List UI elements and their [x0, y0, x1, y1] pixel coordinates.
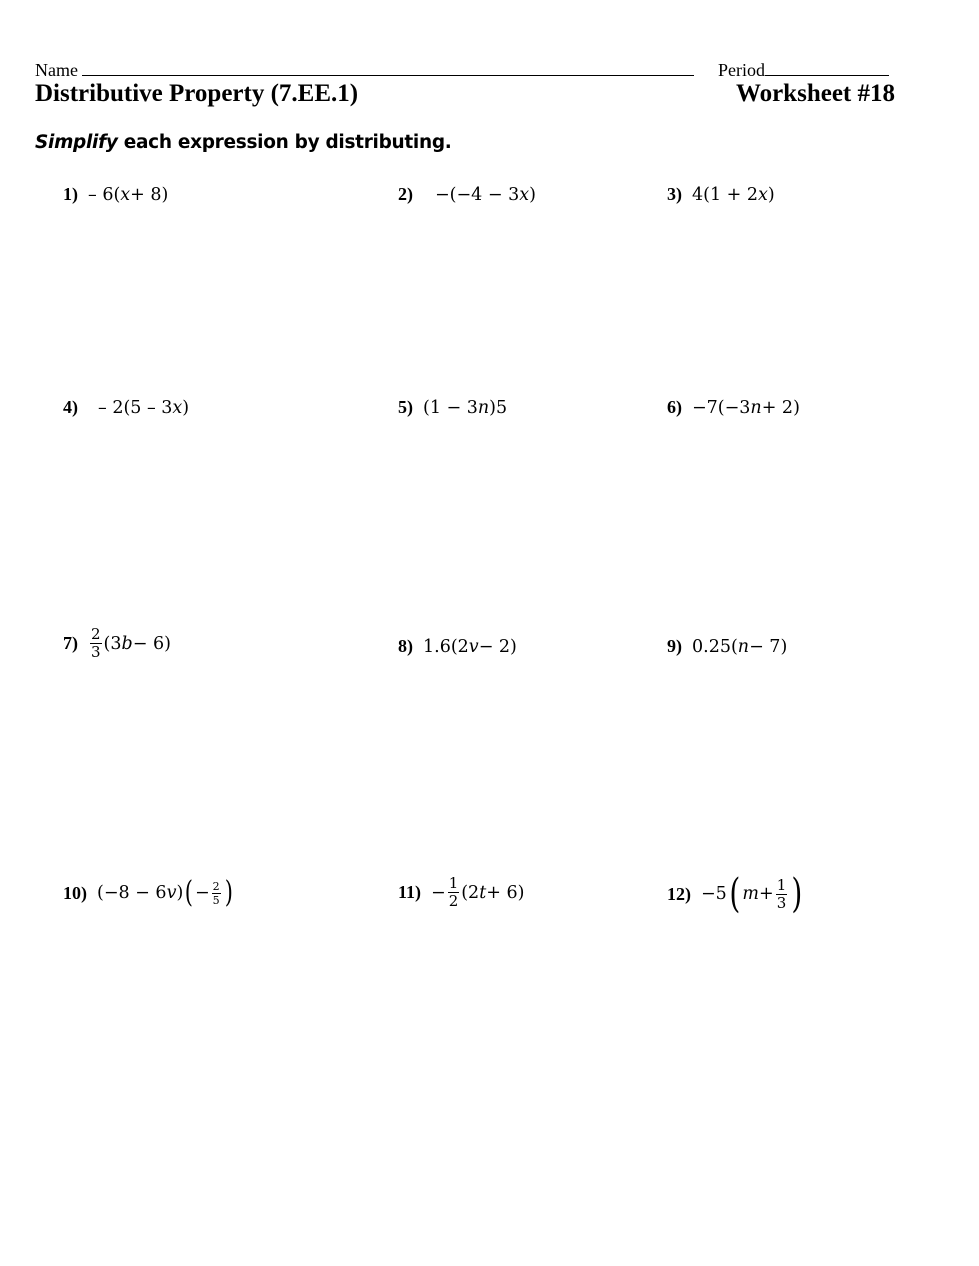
problem-expression: $\frac{2}{3}$ (3 b − 6) [91, 625, 171, 661]
problem-12 [667, 871, 805, 917]
fraction: $\frac{2}{5}$ [212, 879, 220, 907]
problem-number: 5) [398, 397, 413, 417]
fraction: $\frac{1}{3}$ [776, 875, 787, 912]
instructions-text: each expression by distributing. [123, 132, 452, 153]
problem-expression: − $\frac{1}{2}$ (2 t + 6) [431, 874, 525, 910]
problem-number: 9) [667, 636, 682, 656]
fraction: $\frac{1}{2}$ [448, 874, 459, 910]
problem-number: 7) [63, 633, 78, 653]
period-label: Period [718, 60, 765, 80]
problem-expression: (1 − 3 n )5 [423, 397, 508, 418]
problem-6 [667, 397, 800, 418]
instructions [35, 132, 452, 153]
problem-10 [63, 875, 234, 910]
problem-number: 4) [63, 397, 78, 417]
problem-8 [398, 636, 517, 657]
problem-expression: −7(−3 n + 2) [692, 397, 800, 418]
page-title: Distributive Property (7.EE.1) [35, 80, 359, 107]
name-field[interactable] [35, 58, 694, 81]
problem-4 [63, 397, 189, 418]
problem-9 [667, 636, 787, 657]
problem-number: 3) [667, 184, 682, 204]
problem-expression: −(−4 − 3 x ) [435, 184, 536, 205]
problem-3 [667, 184, 775, 205]
fraction: $\frac{2}{3}$ [91, 625, 101, 661]
problem-expression: 0.25( n − 7) [692, 636, 788, 657]
problem-number: 1) [63, 184, 78, 204]
problem-1 [63, 184, 168, 205]
problem-number: 11) [398, 882, 422, 902]
problem-expression: 4(1 + 2 x ) [692, 184, 775, 205]
name-label: Name [35, 60, 78, 80]
instructions-verb: Simplify [35, 132, 118, 153]
worksheet-number: Worksheet #18 [735, 80, 895, 107]
problem-7 [63, 627, 171, 660]
period-field[interactable] [718, 58, 889, 81]
problem-expression: 1.6(2 v − 2) [423, 636, 517, 657]
problem-number: 2) [398, 184, 413, 204]
period-blank[interactable] [765, 58, 889, 76]
problem-number: 12) [667, 883, 691, 904]
problem-expression: – 6( x + 8) [88, 184, 169, 205]
problem-expression: (−8 − 6 v ) ( − $\frac{2}{5}$ ) [97, 875, 233, 910]
problem-5 [398, 397, 507, 418]
problem-number: 10) [63, 882, 87, 903]
problem-11 [398, 876, 524, 909]
problem-number: 6) [667, 397, 682, 417]
problem-2 [398, 184, 536, 205]
problem-expression: – 2(5 – 3 x ) [98, 397, 190, 418]
name-blank[interactable] [82, 58, 694, 76]
problem-expression: −5 ( m + $\frac{1}{3}$ ) [701, 871, 803, 917]
problem-number: 8) [398, 636, 413, 656]
